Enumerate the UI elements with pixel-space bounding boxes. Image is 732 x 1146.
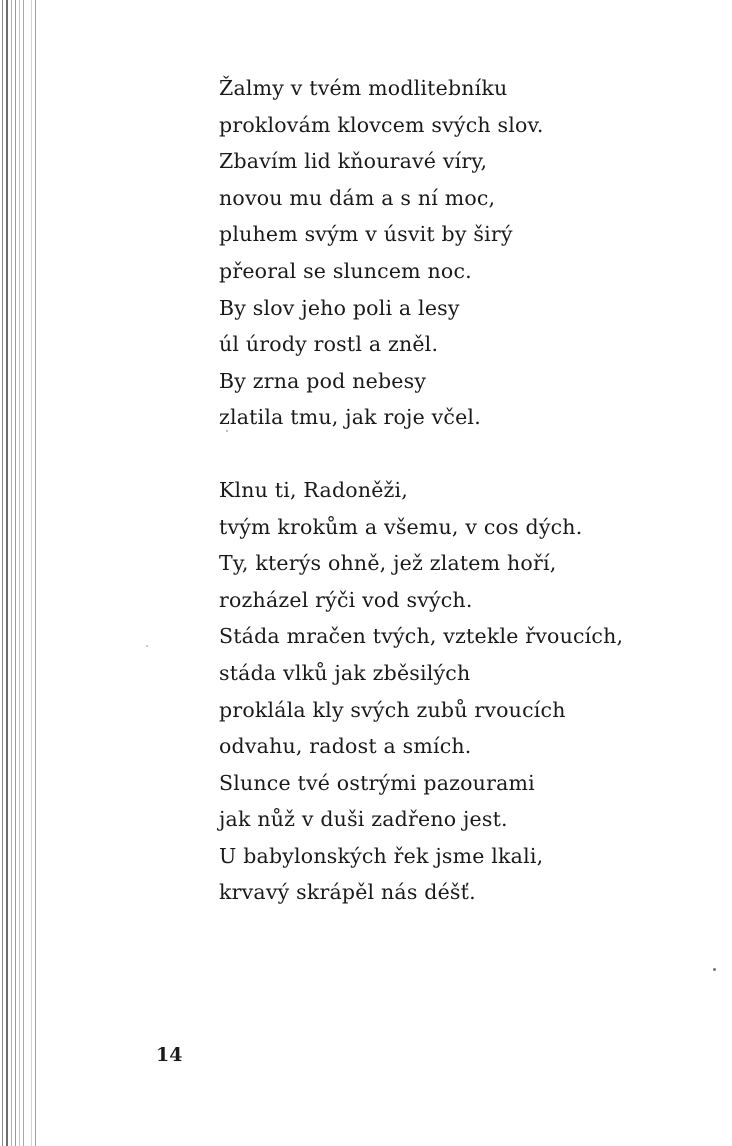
- poem-line: novou mu dám a s ní moc,: [219, 185, 496, 210]
- poem-line: Stáda mračen tvých, vztekle řvoucích,: [219, 624, 624, 649]
- stanza-2: [219, 472, 689, 911]
- stanza-1: [219, 70, 689, 436]
- poem-line: proklovám klovcem svých slov.: [219, 112, 544, 137]
- poem-line: rozházel rýči vod svých.: [219, 587, 473, 612]
- poem-line: Slunce tvé ostrými pazourami: [219, 770, 535, 795]
- poem-line: stáda vlků jak zběsilých: [219, 660, 471, 685]
- poem-line: odvahu, radost a smích.: [219, 734, 472, 759]
- poem-line: By zrna pod nebesy: [219, 368, 427, 393]
- poem: [219, 70, 689, 911]
- poem-line: krvavý skrápěl nás déšť.: [219, 880, 476, 905]
- poem-line: By slov jeho poli a lesy: [219, 295, 460, 320]
- poem-line: přeoral se sluncem noc.: [219, 258, 472, 283]
- poem-line: zlatila tmu, jak roje včel.: [219, 405, 481, 430]
- poem-line: Žalmy v tvém modlitebníku: [219, 76, 508, 100]
- page-number: 14: [156, 1044, 183, 1066]
- poem-line: úl úrody rostl a zněl.: [219, 332, 439, 357]
- poem-line: Ty, kterýs ohně, jež zlatem hoří,: [219, 551, 557, 576]
- poem-line: Zbavím lid kňouravé víry,: [219, 149, 488, 174]
- binding-edge: [0, 0, 40, 1146]
- scan-speck: [713, 968, 716, 971]
- scan-speck: [146, 645, 148, 647]
- poem-line: proklála kly svých zubů rvoucích: [219, 697, 566, 722]
- poem-line: Klnu ti, Radoněži,: [219, 477, 409, 502]
- scan-speck: [226, 430, 228, 432]
- poem-line: tvým krokům a všemu, v cos dých.: [219, 514, 583, 539]
- poem-line: jak nůž v duši zadřeno jest.: [219, 807, 508, 832]
- poem-line: pluhem svým v úsvit by širý: [219, 222, 513, 247]
- poem-line: U babylonských řek jsme lkali,: [219, 843, 544, 868]
